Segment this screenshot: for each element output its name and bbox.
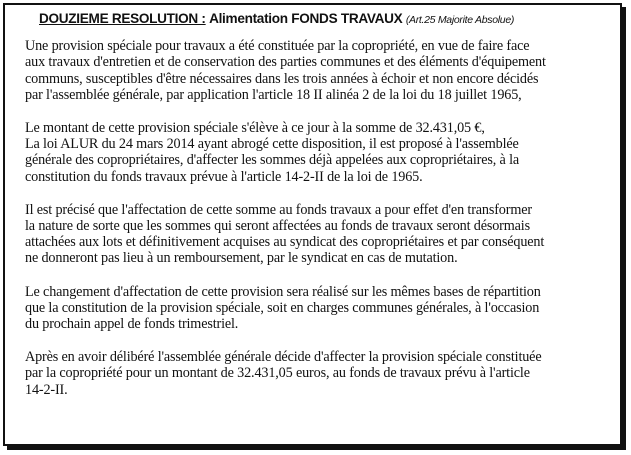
- paragraph-provision-amount: [25, 120, 615, 185]
- text-line: Après en avoir délibéré l'assemblée générale décide d'affecter la provision spéciale constituée: [25, 349, 542, 366]
- text-line: aux travaux d'entretien et de conservation des parties communes et des éléments d'équipement: [25, 54, 546, 71]
- text-line: par l'assemblée générale, par application l'article 18 II alinéa 2 de la loi du 18 juillet 1965,: [25, 86, 522, 103]
- majority-note: (Art.25 Majorite Absolue): [405, 14, 515, 26]
- text-line: générale des copropriétaires, d'affecter les sommes déjà appelées aux copropriétaires, à la: [25, 152, 520, 169]
- text-line: constitution du fonds travaux prévue à l'article 14-2-II de la loi de 1965.: [25, 168, 423, 185]
- text-line: la nature de sorte que les sommes qui seront affectées au fonds de travaux seront désormais: [25, 218, 530, 235]
- text-line: La loi ALUR du 24 mars 2014 ayant abrogé cette disposition, il est proposé à l'assemblée: [25, 136, 519, 153]
- text-line: que la constitution de la provision spéciale, soit en charges communes générales, à l'occasion: [25, 299, 540, 316]
- text-line: 14-2-II.: [25, 381, 68, 398]
- text-line: Une provision spéciale pour travaux a été constituée par la copropriété, en vue de faire face: [25, 38, 530, 55]
- resolution-document: [25, 11, 615, 415]
- text-line: communs, susceptibles d'être nécessaires dans les trois années à échoir et non encore décidés: [25, 70, 539, 87]
- text-line: attachées aux lots et définitivement acquises au syndicat des copropriétaires et par conséquent: [25, 234, 545, 251]
- paragraph-effect: [25, 202, 615, 267]
- paragraph-allocation-change: [25, 284, 615, 333]
- text-line: du prochain appel de fonds trimestriel.: [25, 316, 239, 333]
- paragraph-provision-origin: [25, 38, 615, 103]
- resolution-label: DOUZIEME RESOLUTION :: [39, 11, 206, 26]
- text-line: ne donneront pas lieu à un remboursement, par le syndicat en cas de mutation.: [25, 250, 458, 267]
- text-line: Le montant de cette provision spéciale s'élève à ce jour à la somme de 32.431,05 €,: [25, 120, 485, 137]
- text-line: par la copropriété pour un montant de 32.431,05 euros, au fonds de travaux prévu à l'article: [25, 365, 530, 382]
- resolution-heading: [39, 11, 615, 28]
- document-frame: [3, 3, 622, 446]
- resolution-title: Alimentation FONDS TRAVAUX: [209, 11, 403, 26]
- paragraph-decision: [25, 349, 615, 398]
- text-line: Il est précisé que l'affectation de cette somme au fonds travaux a pour effet d'en transformer: [25, 201, 532, 218]
- text-line: Le changement d'affectation de cette provision sera réalisé sur les mêmes bases de répartition: [25, 283, 541, 300]
